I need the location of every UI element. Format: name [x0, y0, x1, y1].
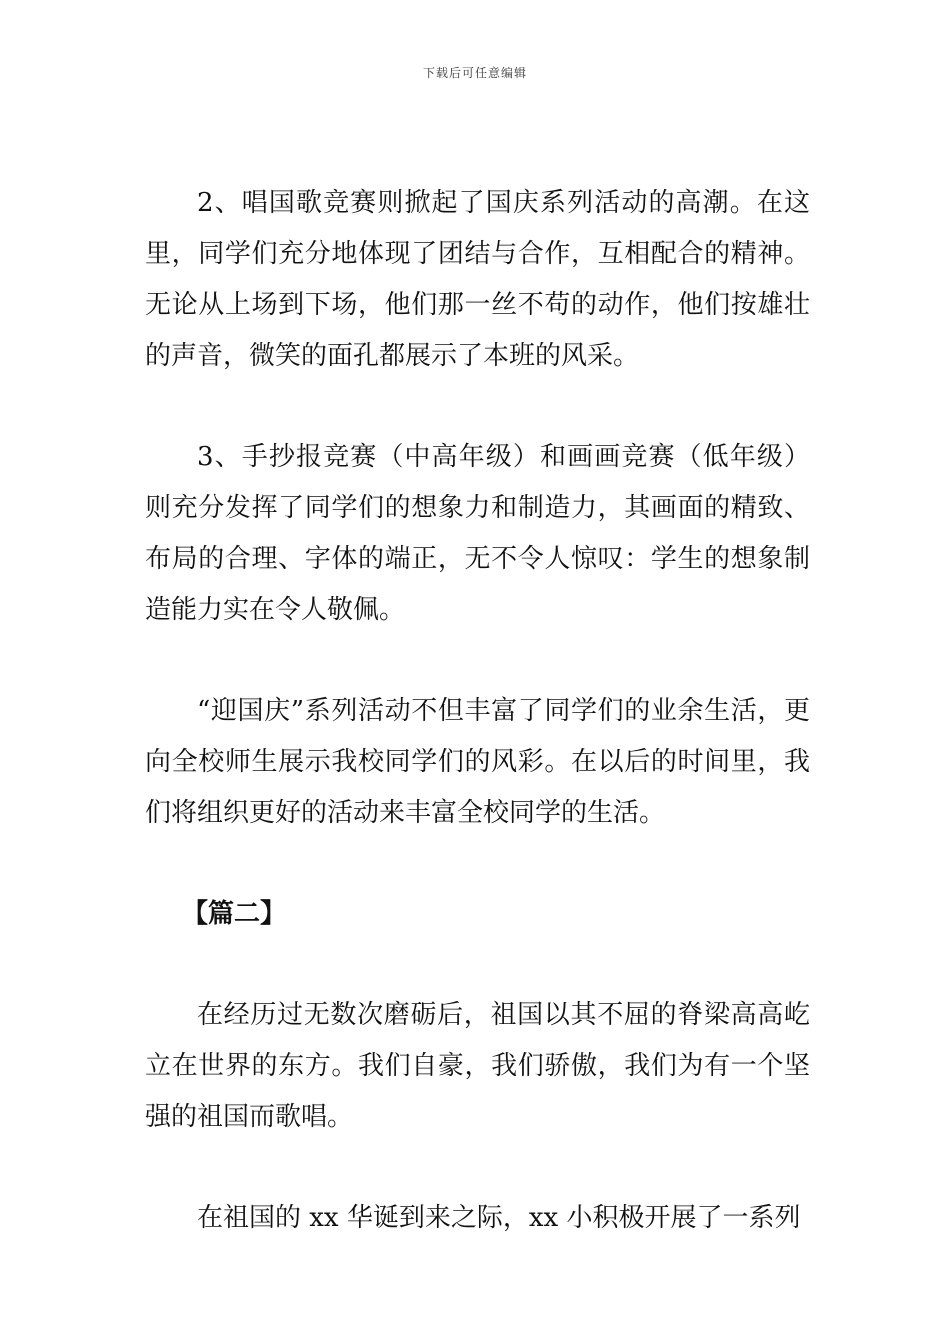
paragraph-celebration-start: 在祖国的 xx 华诞到来之际，xx 小积极开展了一系列 — [197, 1203, 801, 1233]
paragraph-motherland-intro: 在经历过无数次磨砺后，祖国以其不屈的脊梁高高屹立在世界的东方。我们自豪，我们骄傲，我们为有一个坚强的祖国而歌唱。 — [145, 1000, 810, 1132]
section-heading: 【篇二】 — [182, 899, 287, 929]
paragraph-anthem-contest: 2、唱国歌竞赛则掀起了国庆系列活动的高潮。在这里，同学们充分地体现了团结与合作，互相配合的精神。无论从上场到下场，他们那一丝不苟的动作，他们按雄壮的声音，微笑的面孔都展示了本班的风采。 — [145, 188, 810, 371]
paragraph-poster-contest: 3、手抄报竞赛（中高年级）和画画竞赛（低年级）则充分发挥了同学们的想象力和制造力，其画面的精致、布局的合理、字体的端正，无不令人惊叹：学生的想象制造能力实在令人敬佩。 — [145, 442, 810, 625]
paragraph-activity-summary: “迎国庆”系列活动不但丰富了同学们的业余生活，更向全校师生展示我校同学们的风彩。在以后的时间里，我们将组织更好的活动来丰富全校同学的生活。 — [145, 696, 810, 828]
page-header: 下载后可任意编辑 — [422, 66, 527, 80]
document-body — [145, 178, 810, 1244]
